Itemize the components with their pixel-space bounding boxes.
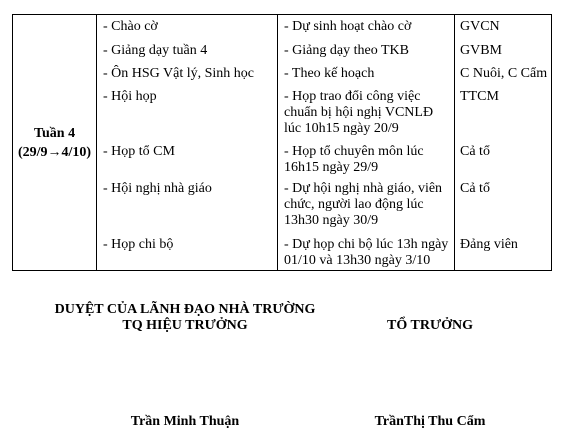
task-item: - Hội họp	[103, 89, 157, 104]
week-range: (29/9→4/10)	[17, 144, 92, 160]
content-item: - Họp trao đổi công việc chuẩn bị hội nghị VCNLĐ lúc 10h15 ngày 20/9	[284, 89, 434, 136]
owner-item: TTCM	[460, 89, 499, 104]
owner-item: Đảng viên	[460, 237, 518, 252]
owner-item: GVCN	[460, 19, 500, 34]
task-item: - Ôn HSG Vật lý, Sinh học	[103, 66, 255, 81]
content-item: - Theo kế hoạch	[284, 66, 375, 81]
task-item: - Hội nghị nhà giáo	[103, 181, 212, 196]
week-cell	[13, 15, 97, 271]
week-title: Tuần 4	[33, 125, 76, 141]
task-column	[97, 15, 278, 271]
owner-item: Cả tổ	[460, 144, 490, 159]
content-item: - Dự sinh hoạt chào cờ	[284, 19, 412, 34]
owner-item: C Nuôi, C Cẩm	[460, 66, 548, 81]
head-signer-name: TrầnThị Thu Cẩm	[374, 414, 486, 429]
owner-column	[455, 15, 552, 271]
head-title: TỔ TRƯỞNG	[387, 318, 473, 333]
approval-title: DUYỆT CỦA LÃNH ĐẠO NHÀ TRƯỜNG	[54, 302, 316, 317]
approval-subtitle: TQ HIỆU TRƯỞNG	[122, 318, 248, 333]
owner-item: GVBM	[460, 43, 503, 58]
content-item: - Họp tổ chuyên môn lúc 16h15 ngày 29/9	[284, 144, 424, 175]
content-item: - Giảng dạy theo TKB	[284, 43, 409, 58]
content-item: - Dự họp chi bộ lúc 13h ngày 01/10 và 13h30 ngày 3/10	[284, 237, 449, 268]
task-item: - Chào cờ	[103, 19, 158, 34]
task-item: - Họp chi bộ	[103, 237, 174, 252]
content-item: - Dự hội nghị nhà giáo, viên chức, người lao động lúc 13h30 ngày 30/9	[284, 181, 443, 228]
task-item: - Giảng dạy tuần 4	[103, 43, 208, 58]
task-item: - Họp tổ CM	[103, 144, 175, 159]
owner-item: Cả tổ	[460, 181, 490, 196]
approval-signer-name: Trần Minh Thuận	[130, 414, 240, 429]
content-column	[278, 15, 455, 271]
weekly-plan-table	[12, 14, 552, 271]
